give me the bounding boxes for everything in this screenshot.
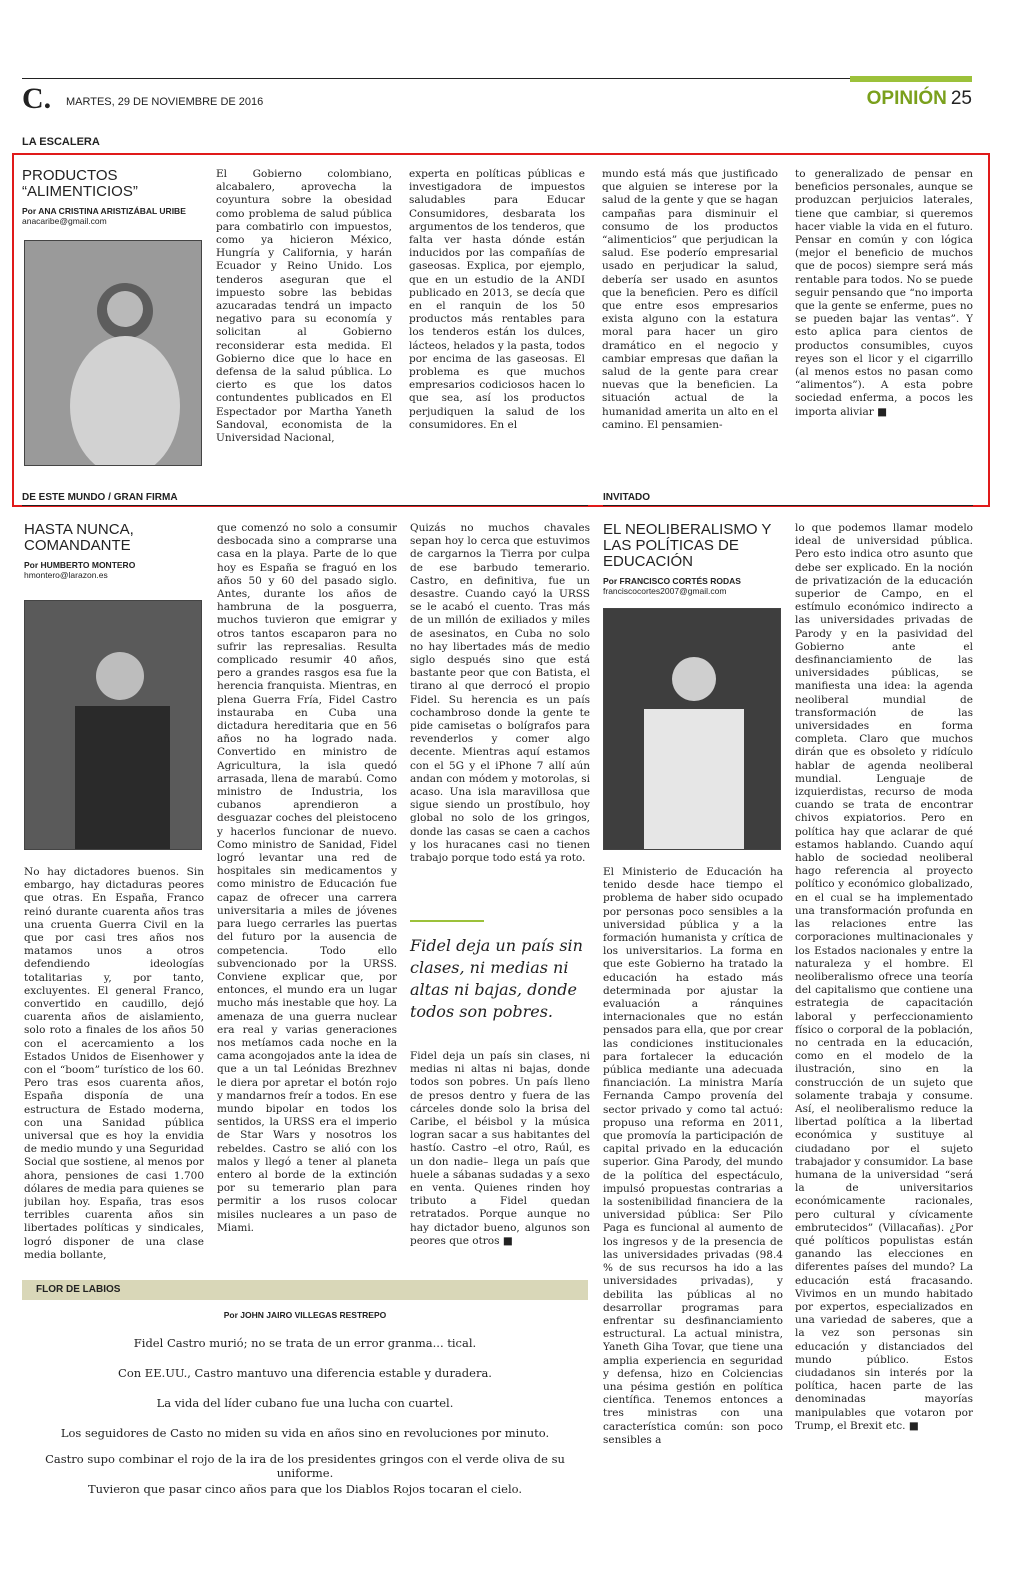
este-mundo-title-1: HASTA NUNCA, — [24, 521, 134, 538]
flor-line-4: Los seguidores de Casto no miden su vida en años sino en revoluciones por minuto. — [60, 1426, 550, 1440]
invitado-kicker: INVITADO — [603, 492, 651, 503]
quote-accent — [410, 920, 484, 922]
flor-kicker: FLOR DE LABIOS — [22, 1280, 588, 1300]
divider — [603, 505, 973, 506]
escalera-column-4: to generalizado de pensar en beneficios personales, aunque se produzcan perjuicios laterales, tiene que cambiar, si queremos hacer viable la vida en el futuro. Pensar en común y con lógica (mejor el beneficio de muchos que de pocos) siempre será más rentable para todos. No se puede seguir pensando que “no importa que la gente se enferme, pues no se pueden bajar las ventas”. Y esto aplica para cientos de productos consumibles, cuyos reyes son el licor y el cigarrillo (al menos estos no pasan como “alimentos”). A esta pobre sociedad enferma, a pocos les importa aliviar ■ — [795, 168, 973, 418]
issue-date: MARTES, 29 DE NOVIEMBRE DE 2016 — [66, 96, 264, 108]
author-photo-cortes — [603, 608, 781, 850]
escalera-title-1: PRODUCTOS — [22, 167, 118, 184]
flor-line-1: Fidel Castro murió; no se trata de un error granma... tical. — [133, 1336, 477, 1350]
flor-line-3: La vida del líder cubano fue una lucha con cuartel. — [156, 1396, 454, 1410]
este-mundo-author: HUMBERTO MONTERO — [40, 560, 136, 570]
page-number: 25 — [950, 88, 972, 109]
escalera-author: ANA CRISTINA ARISTIZÁBAL URIBE — [38, 206, 186, 216]
invitado-title-1: EL NEOLIBERALISMO Y — [603, 521, 772, 538]
invitado-email: franciscocortes2007@gmail.com — [603, 586, 727, 596]
author-photo-montero — [24, 600, 202, 850]
invitado-author: FRANCISCO CORTÉS RODAS — [619, 576, 741, 586]
invitado-column-1: El Ministerio de Educación ha tenido desde hace tiempo el problema de haber sido ocupado por personas poco sensibles a la universidad pública y a la formación humanista y crítica de los universitarios. La forma en que este Gobierno ha tratado la educación ha estado más determinada por ajustar la evaluación a ránquines internacionales que no están pensados para ella, que por crear las condiciones institucionales para fortalecer la educación pública mediante una adecuada financiación. La ministra María Fernanda Campo provenía del sector privado y como tal actuó: propuso una reforma en 2011, que promovía la participación de capital privado en la educación superior. Gina Parody, del mundo de la política del espectáculo, impulsó propuestas contrarias a la sostenibilidad financiera de la universidad pública: Ser Pilo Paga es funcional al aumento de los ingresos y de la presencia de las universidades privadas (98.4 % de sus recursos ha ido a las universidades privadas), y debilita las públicas al no desarrollar programas para enfrentar su desfinanciamiento estructural. La actual ministra, Yaneth Giha Tovar, que tiene una amplia experiencia en seguridad y defensa, hizo en Colciencias una pésima gestión en política científica. Tenemos entonces a tres ministras con una característica común: son poco sensibles a — [603, 866, 783, 1446]
flor-line-6: Tuvieron que pasar cinco años para que los Diablos Rojos tocaran el cielo. — [87, 1482, 523, 1496]
divider — [22, 505, 588, 506]
flor-byline: Por JOHN JAIRO VILLEGAS RESTREPO — [223, 1310, 387, 1320]
section-accent-bar — [850, 76, 972, 82]
author-photo — [24, 240, 202, 466]
invitado-title-3: EDUCACIÓN — [603, 553, 694, 570]
portrait-image — [25, 601, 202, 850]
pull-quote: Fidel deja un país sin clases, ni medias ni altas ni bajas, donde todos son pobres. — [410, 936, 583, 1021]
este-mundo-kicker: DE ESTE MUNDO / GRAN FIRMA — [22, 492, 178, 503]
flor-author: JOHN JAIRO VILLEGAS RESTREPO — [240, 1310, 387, 1320]
section-title — [867, 88, 972, 110]
portrait-image — [25, 241, 202, 466]
invitado-column-2: lo que podemos llamar modelo ideal de universidad pública. Pero esto indica otro asunto que debe ser explicado. En la noción de privatización de la educación superior de Campo, en el estímulo económico indirecto a las universidades privadas de Parody y en la pasividad del Gobierno ante el desfinanciamiento de las universidades públicas, se manifiesta una idea: la agenda neoliberal mundial de transformación de las universidades en forma completa. Claro que muchos dirán que es obsoleto y ridículo hablar de agenda neoliberal mundial. Lenguaje de izquierdistas, recurso de moda cuando se trata de encontrar chivos expiatorios. Pero en política hay que aclarar de qué estamos hablando. Cuando aquí hablo de sociedad neoliberal hago referencia al proyecto político y económico globalizado, en el cual se ha implementado una transformación profunda en las relaciones entre las corporaciones multinacionales y los Estados nacionales y entre la naturaleza y el hombre. El neoliberalismo ofrece una teoría del capitalismo que contiene una estrategia de capacitación laboral y perfeccionamiento físico o corporal de la población, no centrada en la educación, como en el modelo de la ilustración, sino en la construcción de un sujeto que solamente trabaja y consume. Así, el neoliberalismo reduce la libertad política a la libertad económica y sustituye al ciudadano por el sujeto trabajador y consumidor. La base humana de la universidad “será la de universitarios económicamente racionales, pero cultural y cívicamente embrutecidos” (Villacañas). ¿Por qué políticos populistas están ganando las elecciones en diferentes países del mundo? La educación está fracasando. Vivimos en un mundo habitado por expertos, especializados en una variedad de saberes, que a la vez son personas sin educación y distanciados del mundo público. Estos ciudadanos sin interés por la política, hacen parte de las denominadas mayorías manipulables que votaron por Trump, el Brexit etc. ■ — [795, 522, 973, 1432]
este-mundo-title-2: COMANDANTE — [24, 537, 131, 554]
escalera-byline: Por ANA CRISTINA ARISTIZÁBAL URIBE — [22, 206, 186, 216]
invitado-header — [603, 522, 785, 596]
flor-line-2: Con EE.UU., Castro mantuvo una diferencia estable y duradera. — [118, 1366, 492, 1380]
escalera-kicker: LA ESCALERA — [22, 136, 100, 148]
invitado-byline: Por FRANCISCO CORTÉS RODAS — [603, 576, 741, 586]
este-mundo-column-3b: Fidel deja un país sin clases, ni medias ni altas ni bajas, donde todos son pobres. Un país lleno de presos dentro y fuera de las cárceles donde solo la brisa del Caribe, el béisbol y la música logran sacar a sus habitantes del hastío. Castro –el otro, Raúl, es un don nadie– llega un país que huele a sábanas sudadas y a sexo en venta. Quienes rinden hoy tributo a Fidel quedan retratados. Porque aunque no hay dictador bueno, algunos son peores que otros ■ — [410, 1050, 590, 1247]
invitado-title-2: LAS POLÍTICAS DE — [603, 537, 739, 554]
este-mundo-email: hmontero@larazon.es — [24, 570, 108, 580]
escalera-header — [22, 168, 204, 226]
este-mundo-column-2: que comenzó no solo a consumir desbocada sino a comprarse una casa en la playa. Parte de lo que hoy es España se fraguó en los años 50 y 60 del pasado siglo. Antes, durante los años de hambruna de la posguerra, muchos tuvieron que emigrar y otros tantos escaparon para no sufrir las represalias. Resulta complicado resumir 40 años, pero a grandes rasgos esa fue la herencia franquista. Mientras, en plena Guerra Fría, Fidel Castro instauraba en Cuba una dictadura hereditaria que en 56 años no ha logrado nada. Convertido en ministro de Agricultura, la isla quedó arrasada, llena de marabú. Como ministro de Industria, los cubanos aprendieron a desguazar coches del pleistoceno y hacerlos funcionar de nuevo. Como ministro de Sanidad, Fidel logró levantar una red de hospitales sin medicamentos y como ministro de Educación fue capaz de ofrecer una carrera universitaria a miles de jóvenes para luego cerrarles las puertas del futuro por la ausencia de competencia. Todo ello subvencionado por la URSS. Conviene explicar que, por entonces, el mundo era un lugar mucho más inestable que hoy. La amenaza de una guerra nuclear era real y varias generaciones nos metíamos cada noche en la cama acongojados ante la idea de que a un tal Leónidas Brezhnev le diera por apretar el botón rojo y mandarnos freír a todos. En ese mundo bipolar en todos los sentidos, la URSS era el imperio de Star Wars y nosotros los rebeldes. Castro se alió con los malos y llegó a tener al planeta entero al borde de la extinción por su temerario plan para permitir a los rusos colocar misiles nucleares a un paso de Miami. — [217, 522, 397, 1234]
este-mundo-byline: Por HUMBERTO MONTERO — [24, 560, 136, 570]
este-mundo-header — [24, 522, 206, 580]
escalera-column-2: experta en políticas públicas e investigadora de impuestos saludables para Educar Consumidores, desbarata los argumentos de los tenderos, que falta ver hasta dónde están inducidos por las compañías de gaseosas. Explica, por ejemplo, que en un estudio de la ANDI publicado en 2013, se decía que en el ranquin de los 50 productos más rentables para los tenderos están los dulces, lácteos, helados y la pasta, todos por encima de las gaseosas. El problema es que muchos empresarios codiciosos hacen lo que sea, así los productos perjudiquen la salud de los consumidores. En el — [409, 168, 585, 431]
escalera-title-2: “ALIMENTICIOS” — [22, 183, 138, 200]
newspaper-logo: C. — [22, 82, 52, 115]
escalera-email: anacaribe@gmail.com — [22, 216, 107, 226]
portrait-image — [604, 609, 781, 850]
este-mundo-column-1: No hay dictadores buenos. Sin embargo, hay dictaduras peores que otras. En España, Franco reinó durante cuarenta años tras una cruenta Guerra Civil en la que por casi tres años nos matamos unos a otros defendiendo ideologías totalitarias y, por tanto, excluyentes. El general Franco, convertido en caudillo, dejó cuarenta años de aislamiento, solo roto a finales de los años 50 con el acercamiento a los Estados Unidos de Eisenhower y con el “boom” turístico de los 60. Pero tras esos cuarenta años, España disponía de una estructura de Estado moderna, con una Sanidad pública universal que es hoy la envidia de medio mundo y una Seguridad Social que sostiene, al menos por ahora, pensiones de casi 1.700 dólares de media para quienes se jubilan hoy. España, tras esos terribles cuarenta años sin libertades políticas y sindicales, logró disponer de una clase media bollante, — [24, 866, 204, 1261]
header-rule — [22, 78, 972, 79]
escalera-column-3: mundo está más que justificado que alguien se interese por la salud de la gente y que se hagan campañas para disminuir el consumo de los productos “alimenticios” que perjudican la salud. Ese poderío empresarial usado en perjudicar la salud, debería ser usado en asuntos que la beneficien. Pero es difícil que entre esos empresarios exista alguno con la estatura moral para hacer un giro dramático en el negocio y cambiar empresas que dañan la salud de la gente para crear nuevas que la beneficien. La situación actual de la humanidad amerita un alto en el camino. El pensamien- — [602, 168, 778, 431]
flor-line-5: Castro supo combinar el rojo de la ira de los presidentes gringos con el verde oliva de su uniforme. — [45, 1452, 565, 1480]
escalera-column-1: El Gobierno colombiano, alcabalero, aprovecha la coyuntura sobre la obesidad como problema de salud pública para combatirlo con impuestos, como ya hicieron México, Hungría y California, y harán Ecuador y Reino Unido. Los tenderos aseguran que el impuesto sobre las bebidas azucaradas tendrá un impacto negativo para su economía y solicitan al Gobierno reconsiderar esta medida. El Gobierno dice que lo hace en defensa de la salud pública. Lo cierto es que los datos contundentes publicados en El Espectador por Martha Yaneth Sandoval, economista de la Universidad Nacional, — [216, 168, 392, 445]
este-mundo-column-3: Quizás no muchos chavales sepan hoy lo cerca que estuvimos de cargarnos la Tierra por culpa de ese barbudo temerario. Castro, en definitiva, fue un desastre. Cuando cayó la URSS se le acabó el cuento. Tras más de un millón de exiliados y miles de asesinatos, en Cuba no solo no hay libertades más de medio siglo después sino que está bastante peor que con Batista, el tirano al que derrocó el propio Fidel. Su herencia es un país cochambroso donde la gente te pide camisetas o bolígrafos para revenderlos y comer algo decente. Mientras aquí estamos con el 5G y el iPhone 7 allí aún andan con módem y motorolas, si acaso. Una isla maravillosa que sigue siendo un prostíbulo, hoy global no solo de los gringos, donde las casas se caen a cachos y los huracanes casi no tienen trabajo porque todo está ya roto. — [410, 522, 590, 865]
section-name: OPINIÓN — [866, 88, 947, 109]
